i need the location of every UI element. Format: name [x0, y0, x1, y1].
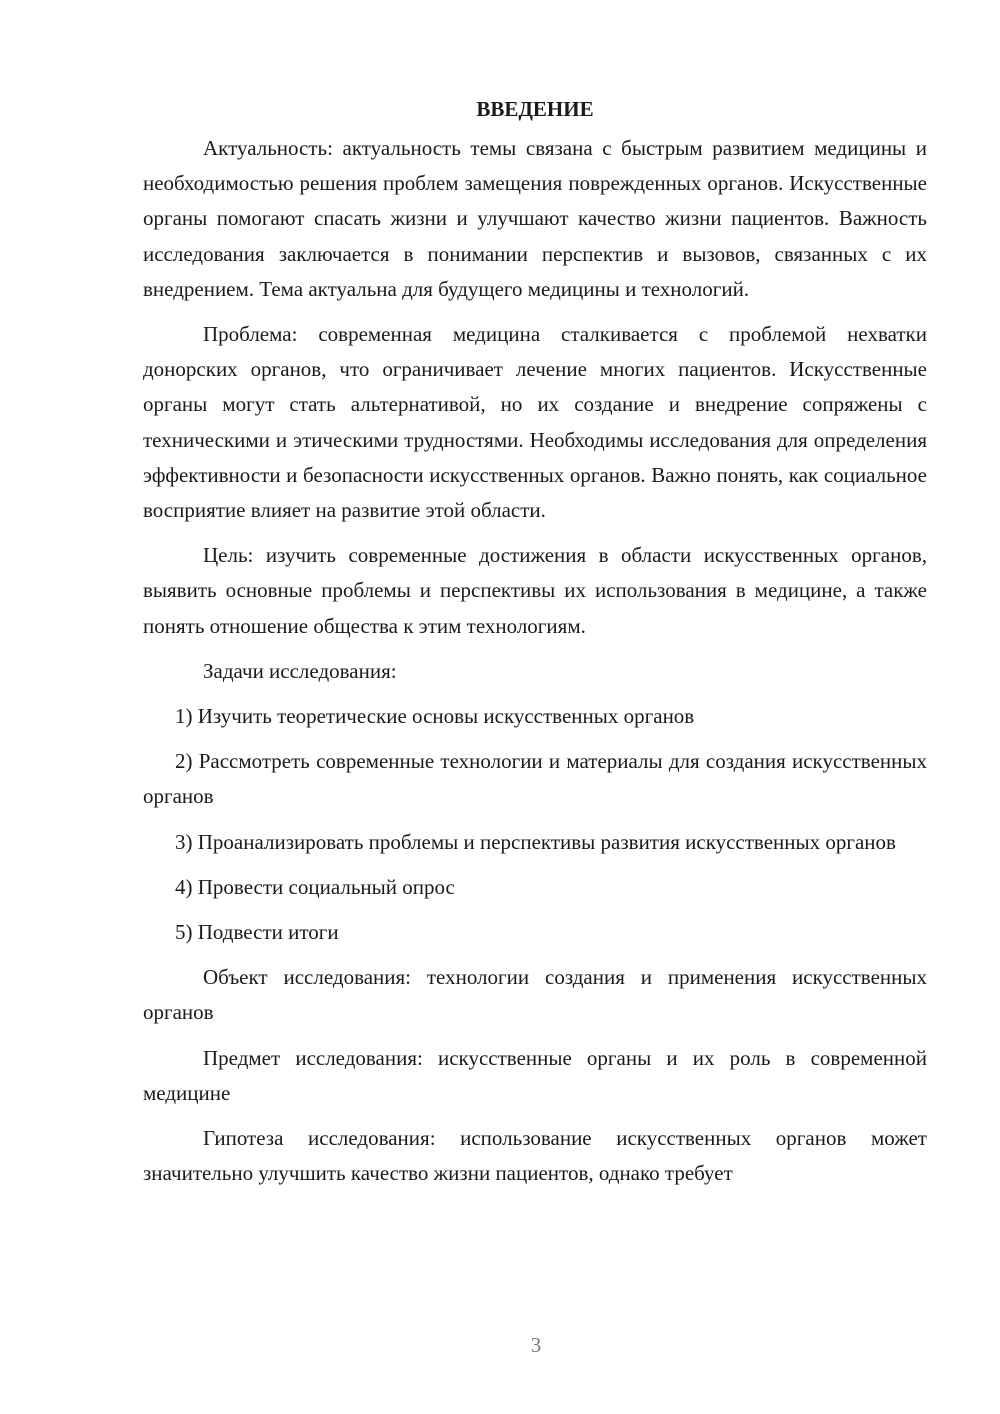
section-heading: ВВЕДЕНИЕ: [476, 97, 594, 121]
task-item-4: 4) Провести социальный опрос: [175, 874, 455, 899]
paragraph-goal: Цель: изучить современные достижения в области искусственных органов, выявить основные проблемы и перспективы их использования в медицине, а также понять отношение общества к этим технологиям.: [143, 543, 927, 638]
paragraph-hypothesis: Гипотеза исследования: использование искусственных органов может значительно улучшить качество жизни пациентов, однако требует: [143, 1126, 927, 1186]
paragraph-subject: Предмет исследования: искусственные органы и их роль в современной медицине: [143, 1045, 927, 1105]
task-item-2: 2) Рассмотреть современные технологии и материалы для создания искусственных органов: [143, 749, 927, 809]
task-item-5: 5) Подвести итоги: [175, 920, 339, 945]
task-item-1: 1) Изучить теоретические основы искусственных органов: [175, 704, 695, 729]
paragraph-tasks-intro: Задачи исследования:: [203, 658, 397, 683]
page-number: 3: [530, 1333, 542, 1357]
paragraph-problem: Проблема: современная медицина сталкивается с проблемой нехватки донорских органов, что ограничивает лечение многих пациентов. Искусственные органы могут стать альтернативой, но их создание и внедрение сопряжены с техническими и этическими трудностями. Необходимы исследования для определения эффективности и безопасности искусственных органов. Важно понять, как социальное восприятие влияет на развитие этой области.: [143, 322, 927, 523]
paragraph-relevance: Актуальность: актуальность темы связана с быстрым развитием медицины и необходимостью решения проблем замещения поврежденных органов. Искусственные органы помогают спасать жизни и улучшают качество жизни пациентов. Важность исследования заключается в понимании перспектив и вызовов, связанных с их внедрением. Тема актуальна для будущего медицины и технологий.: [143, 136, 927, 301]
document-page: [143, 92, 927, 1201]
paragraph-object: Объект исследования: технологии создания и применения искусственных органов: [143, 965, 927, 1025]
task-item-3: 3) Проанализировать проблемы и перспективы развития искусственных органов: [175, 829, 896, 854]
